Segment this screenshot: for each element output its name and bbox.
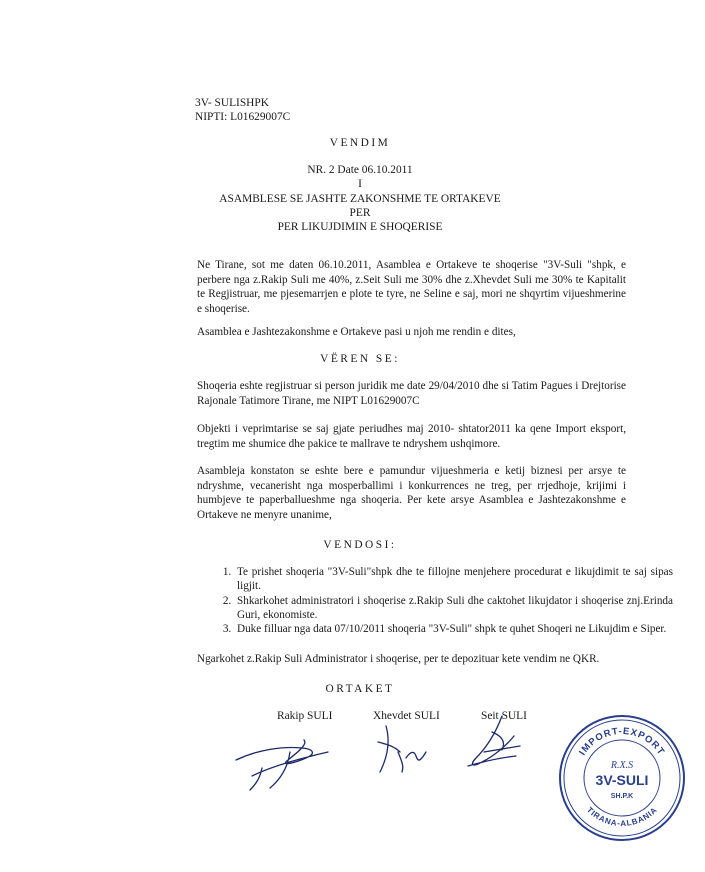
decisions-list (197, 565, 673, 636)
closing-paragraph: Ngarkohet z.Rakip Suli Administrator i shoqerise, per te depozituar kete vendim ne QKR. (197, 653, 600, 665)
stamp-bottom-text: TIRANA-ALBANIA (584, 805, 660, 829)
title-i: I (358, 178, 362, 190)
svg-text:TIRANA-ALBANIA (585, 805, 659, 828)
company-stamp (556, 712, 688, 844)
decision-number-date: NR. 2 Date 06.10.2011 (307, 164, 413, 176)
activity-paragraph: Objekti i veprimtarise se saj gjate periudhes maj 2010- shtator2011 ka qene Import eksport, tregtim me shumice dhe pakice te mallrave te ndryshem ushqimore. (197, 423, 626, 450)
decision-item: 1. Te prishet shoqeria "3V-Suli"shpk dhe te fillojne menjehere procedurat e likujdimit te saj sipas ligjit. (234, 565, 673, 594)
vendosi-heading: VENDOSI: (323, 539, 397, 551)
document-title: VENDIM (329, 137, 391, 149)
decision-item: 3. Duke filluar nga data 07/10/2011 shoqeria "3V-Suli" shpk te quhet Shoqeri ne Likujdim e Siper. (234, 622, 673, 636)
title-line-3: PER LIKUJDIMIN E SHOQERISE (277, 221, 443, 233)
title-line-2: PER (349, 207, 371, 219)
stamp-center-text: 3V-SULI (595, 772, 649, 788)
signature-seit (462, 712, 542, 782)
stamp-initials: R.X.S (610, 760, 634, 771)
intro-paragraph: Ne Tirane, sot me daten 06.10.2011, Asamblea e Ortakeve te shoqerise "3V-Suli "shpk, e perbere nga z.Rakip Suli me 40%, z.Seit Suli me 30% dhe z.Xhevdet Suli me 30% te Kapitalit te Regjistruar, me pjesemarrjen e plote te tyre, ne Seline e saj, mori ne shqyrtim vijueshmerine e shoqerise. (197, 259, 626, 316)
agenda-paragraph: Asamblea e Jashtezakonshme e Ortakeve pasi u njoh me rendin e dites, (197, 326, 516, 338)
stamp-top-text: IMPORT-EXPORT (577, 725, 667, 758)
reason-paragraph: Asambleja konstaton se eshte bere e pamundur vijueshmeria e ketij biznesi per arsye te ndryshme, vecanerisht nga mosperballimi i konkurrences ne treg, per rrjedhoje, krijimi i humbjeve te paperballueshme nga shoqeria. Per kete arsye Asamblea e Jashtezakonshme e Ortakeve ne menyre unanime, (197, 465, 626, 522)
ortaket-heading: ORTAKET (325, 683, 395, 695)
decision-item: 2. Shkarkohet administratori i shoqerise z.Rakip Suli dhe caktohet likujdator i shoqerise znj.Erinda Guri, ekonomiste. (234, 594, 673, 623)
signature-rakip (232, 718, 342, 798)
veren-se-heading: VËREN SE: (320, 353, 400, 365)
svg-text:IMPORT-EXPORT (577, 726, 667, 758)
company-name: 3V- SULISHPK (195, 97, 269, 109)
signature-xhevdet (372, 722, 442, 782)
company-nipt: NIPTI: L01629007C (195, 111, 291, 123)
title-line-1: ASAMBLESE SE JASHTE ZAKONSHME TE ORTAKEVE (219, 193, 501, 205)
registration-paragraph: Shoqeria eshte regjistruar si person juridik me date 29/04/2010 dhe si Tatim Pagues i Drejtorise Rajonale Tatimore Tirane, me NIPT L01629007C (197, 380, 626, 407)
signatory-name-xhevdet: Xhevdet SULI (373, 710, 440, 722)
stamp-sub-text: SH.P.K (610, 793, 634, 800)
signatory-name-rakip: Rakip SULI (277, 710, 333, 722)
signatory-name-seit: Seit SULI (481, 710, 527, 722)
